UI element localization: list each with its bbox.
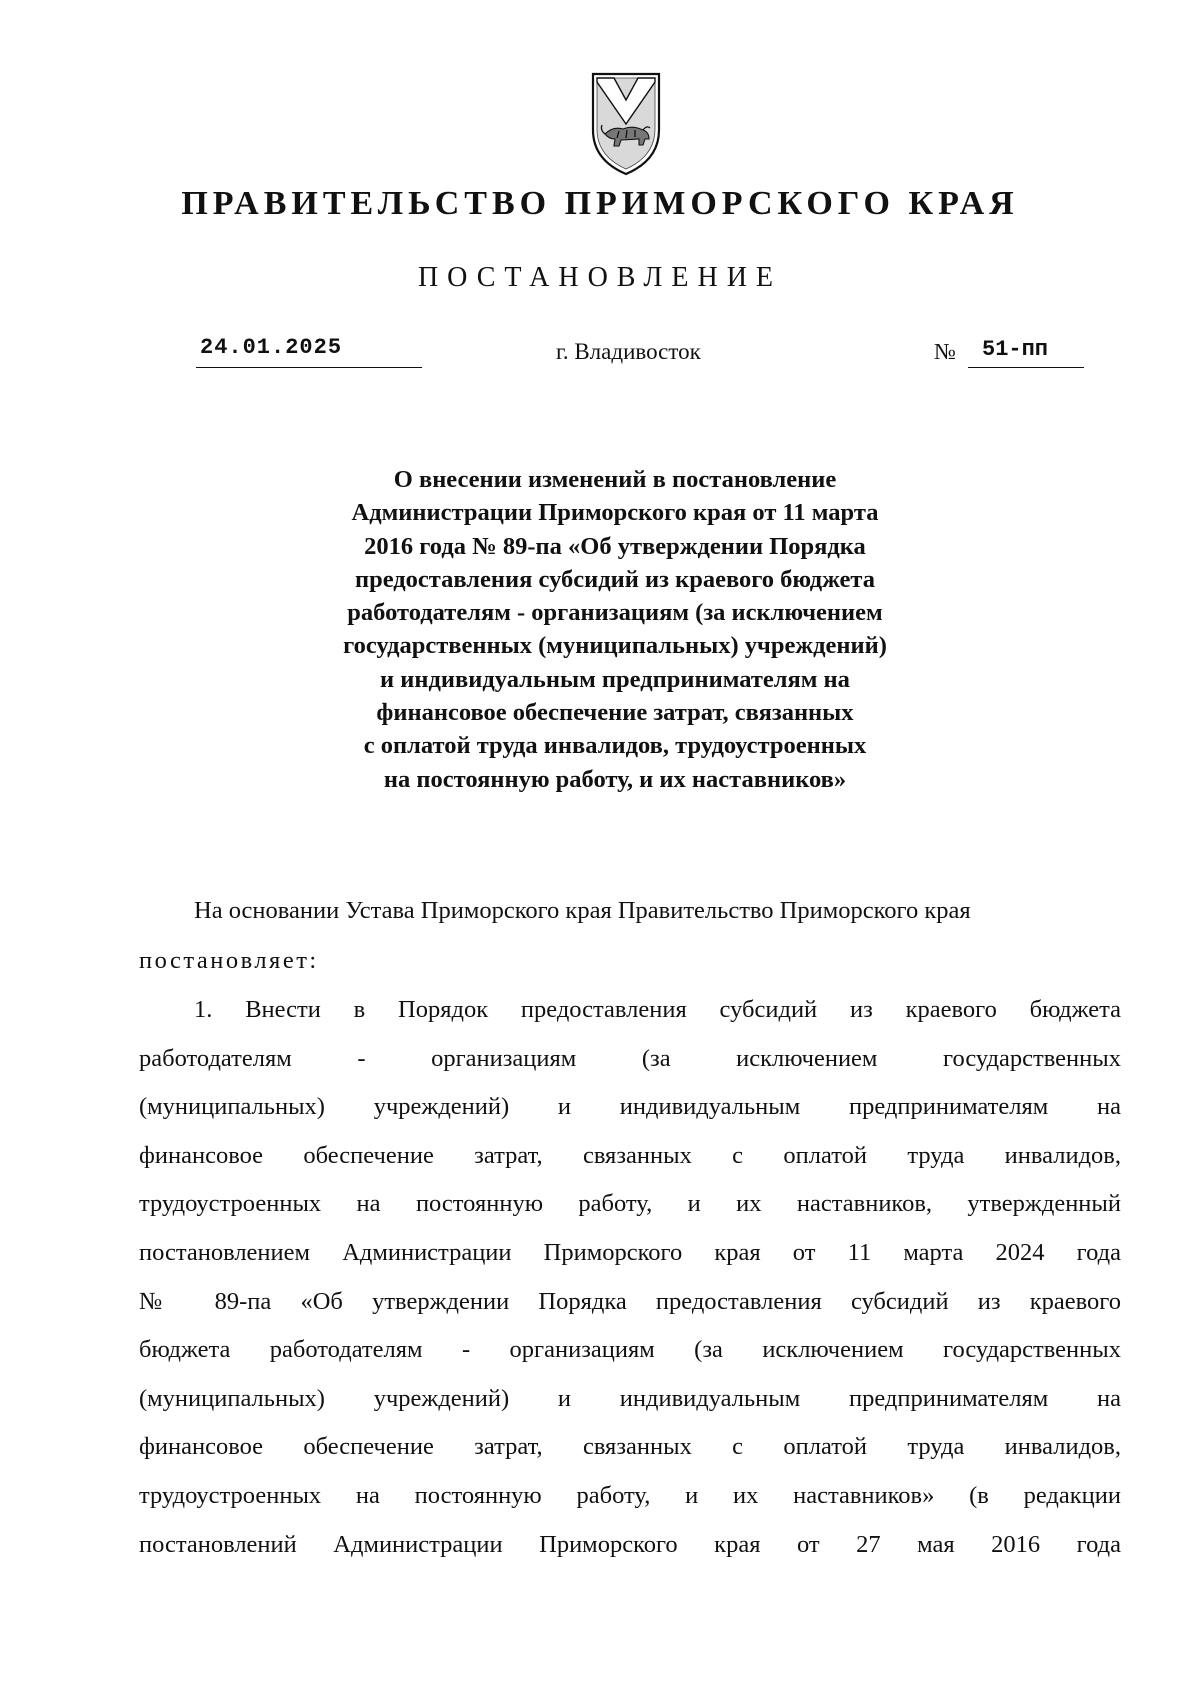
number-underline — [968, 337, 1084, 368]
document-type: ПОСТАНОВЛЕНИЕ — [417, 262, 783, 293]
organization-title: ПРАВИТЕЛЬСТВО ПРИМОРСКОГО КРАЯ — [181, 185, 1019, 222]
subject-line: предоставления субсидий из краевого бюджета — [354, 565, 876, 593]
paragraph-line: (муниципальных) учреждений) и индивидуальным предпринимателям на — [139, 1093, 1121, 1121]
paragraph-line: трудоустроенных на постоянную работу, и их наставников, утвержденный — [139, 1190, 1121, 1218]
paragraph-line: (муниципальных) учреждений) и индивидуальным предпринимателям на — [139, 1384, 1121, 1412]
subject-line: на постоянную работу, и их наставников» — [383, 765, 847, 793]
date-field — [196, 337, 422, 368]
subject-line: О внесении изменений в постановление — [393, 466, 837, 493]
document-city: г. Владивосток — [556, 339, 701, 364]
number-sign: № — [934, 339, 956, 364]
coat-of-arms-icon — [583, 68, 669, 178]
paragraph-line: 1. Внести в Порядок предоставления субсидий из краевого бюджета — [194, 996, 1121, 1023]
subject-line: государственных (муниципальных) учреждений) — [343, 632, 887, 660]
document-number: 51-пп — [982, 337, 1049, 362]
paragraph-line: постановлений Администрации Приморского края от 27 мая 2016 года — [139, 1530, 1121, 1558]
document-meta — [0, 333, 1200, 373]
document-subject — [270, 463, 960, 796]
resolves-verb: постановляет: — [139, 947, 319, 974]
subject-line: и индивидуальным предпринимателям на — [380, 665, 850, 693]
intro-paragraph — [139, 886, 1121, 986]
subject-line: 2016 года № 89-па «Об утверждении Порядка — [364, 532, 866, 560]
paragraph-line: трудоустроенных на постоянную работу, и их наставников» (в редакции — [139, 1481, 1121, 1509]
document-date: 24.01.2025 — [200, 335, 343, 360]
subject-line: финансовое обеспечение затрат, связанных — [376, 699, 854, 727]
paragraph-1 — [139, 986, 1121, 1569]
paragraph-line: постановлением Администрации Приморского края от 11 марта 2024 года — [139, 1238, 1121, 1266]
intro-text: На основании Устава Приморского края Правительство Приморского края — [194, 897, 971, 924]
paragraph-line: финансовое обеспечение затрат, связанных с оплатой труда инвалидов, — [139, 1433, 1121, 1461]
paragraph-line: финансовое обеспечение затрат, связанных с оплатой труда инвалидов, — [139, 1141, 1121, 1169]
paragraph-line: работодателям - организациям (за исключением государственных — [139, 1044, 1121, 1072]
paragraph-line: бюджета работодателям - организациям (за исключением государственных — [139, 1336, 1121, 1364]
number-field — [934, 339, 1086, 369]
subject-line: с оплатой труда инвалидов, трудоустроенных — [363, 732, 867, 760]
subject-line: работодателям - организациям (за исключением — [347, 599, 883, 627]
subject-line: Администрации Приморского края от 11 марта — [351, 499, 879, 527]
paragraph-line: № 89-па «Об утверждении Порядка предоставления субсидий из краевого — [139, 1287, 1121, 1315]
